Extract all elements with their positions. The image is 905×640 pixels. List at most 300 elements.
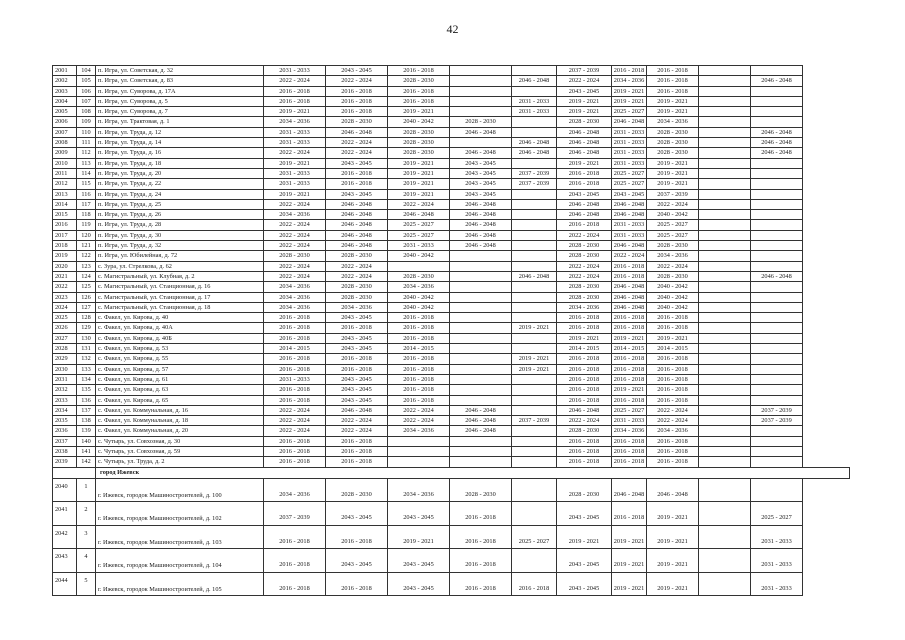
row-subnumber-cell: 120 (77, 230, 96, 240)
row-number-cell: 2035 (53, 416, 77, 426)
period-cell: 2031 - 2033 (264, 127, 326, 137)
section-spacer-cell (53, 467, 96, 478)
period-cell: 2019 - 2021 (647, 572, 699, 596)
period-cell: 2016 - 2018 (612, 313, 647, 323)
period-cell: 2028 - 2030 (326, 117, 388, 127)
period-cell: 2046 - 2048 (751, 148, 803, 158)
period-cell: 2046 - 2048 (751, 271, 803, 281)
row-subnumber-cell: 121 (77, 241, 96, 251)
table-row (53, 323, 850, 333)
period-cell (699, 302, 751, 312)
period-cell: 2019 - 2021 (388, 168, 450, 178)
period-cell: 2022 - 2024 (264, 261, 326, 271)
table-row (53, 446, 850, 456)
period-cell: 2046 - 2048 (450, 416, 512, 426)
table-row (53, 525, 850, 549)
period-cell (450, 302, 512, 312)
row-subnumber-cell: 130 (77, 333, 96, 343)
period-cell (512, 395, 557, 405)
period-cell: 2043 - 2045 (557, 502, 612, 526)
period-cell: 2016 - 2018 (264, 364, 326, 374)
table-row (53, 179, 850, 189)
table-row (53, 107, 850, 117)
row-subnumber-cell: 1 (77, 478, 96, 502)
period-cell: 2031 - 2033 (388, 241, 450, 251)
period-cell: 2034 - 2036 (647, 426, 699, 436)
address-cell: п. Игра, ул. Труда, д. 24 (96, 189, 264, 199)
period-cell (699, 395, 751, 405)
period-cell: 2028 - 2030 (388, 138, 450, 148)
period-cell: 2046 - 2048 (326, 405, 388, 415)
period-cell: 2031 - 2033 (264, 138, 326, 148)
period-cell: 2019 - 2021 (557, 158, 612, 168)
row-number-cell: 2020 (53, 261, 77, 271)
period-cell (450, 107, 512, 117)
table-row (53, 416, 850, 426)
period-cell: 2022 - 2024 (326, 76, 388, 86)
row-subnumber-cell: 113 (77, 158, 96, 168)
row-number-cell: 2007 (53, 127, 77, 137)
table-row (53, 364, 850, 374)
period-cell (751, 302, 803, 312)
period-cell: 2016 - 2018 (647, 323, 699, 333)
table-row (53, 354, 850, 364)
period-cell (751, 158, 803, 168)
period-cell (512, 66, 557, 76)
page-number: 42 (446, 22, 459, 36)
period-cell: 2019 - 2021 (612, 549, 647, 573)
row-number-cell: 2002 (53, 76, 77, 86)
period-cell: 2016 - 2018 (264, 436, 326, 446)
row-subnumber-cell: 117 (77, 199, 96, 209)
period-cell (450, 66, 512, 76)
period-cell: 2037 - 2039 (647, 189, 699, 199)
period-cell: 2043 - 2045 (388, 502, 450, 526)
period-cell: 2037 - 2039 (557, 66, 612, 76)
period-cell: 2031 - 2033 (612, 158, 647, 168)
period-cell: 2022 - 2024 (557, 230, 612, 240)
period-cell (751, 436, 803, 446)
period-cell: 2022 - 2024 (326, 148, 388, 158)
period-cell: 2016 - 2018 (557, 436, 612, 446)
row-number-cell: 2034 (53, 405, 77, 415)
period-cell (751, 179, 803, 189)
period-cell: 2016 - 2018 (612, 374, 647, 384)
period-cell: 2016 - 2018 (264, 323, 326, 333)
period-cell: 2019 - 2021 (557, 525, 612, 549)
period-cell (512, 292, 557, 302)
period-cell: 2046 - 2048 (612, 282, 647, 292)
period-cell: 2046 - 2048 (326, 127, 388, 137)
row-subnumber-cell: 108 (77, 107, 96, 117)
address-cell: с. Магистральный, ул. Станционная, д. 16 (96, 282, 264, 292)
period-cell: 2028 - 2030 (557, 282, 612, 292)
table-row (53, 117, 850, 127)
period-cell (512, 374, 557, 384)
period-cell: 2046 - 2048 (450, 148, 512, 158)
period-cell: 2025 - 2027 (647, 230, 699, 240)
period-cell: 2046 - 2048 (450, 220, 512, 230)
period-cell: 2016 - 2018 (612, 395, 647, 405)
period-cell (699, 107, 751, 117)
period-cell: 2016 - 2018 (647, 76, 699, 86)
row-subnumber-cell: 129 (77, 323, 96, 333)
period-cell: 2028 - 2030 (557, 117, 612, 127)
row-number-cell: 2001 (53, 66, 77, 76)
period-cell (751, 96, 803, 106)
table-row (53, 313, 850, 323)
period-cell: 2019 - 2021 (612, 96, 647, 106)
period-cell: 2019 - 2021 (512, 354, 557, 364)
period-cell: 2046 - 2048 (326, 230, 388, 240)
period-cell: 2016 - 2018 (326, 323, 388, 333)
period-cell: 2019 - 2021 (388, 179, 450, 189)
table-row (53, 138, 850, 148)
period-cell: 2043 - 2045 (326, 549, 388, 573)
period-cell: 2016 - 2018 (264, 354, 326, 364)
table-row (53, 199, 850, 209)
period-cell (450, 385, 512, 395)
row-subnumber-cell: 114 (77, 168, 96, 178)
row-number-cell: 2039 (53, 457, 77, 467)
period-cell: 2046 - 2048 (612, 117, 647, 127)
period-cell (699, 457, 751, 467)
period-cell (388, 261, 450, 271)
row-subnumber-cell: 112 (77, 148, 96, 158)
period-cell: 2046 - 2048 (557, 138, 612, 148)
period-cell (450, 457, 512, 467)
period-cell (751, 333, 803, 343)
period-cell (450, 313, 512, 323)
period-cell: 2046 - 2048 (450, 127, 512, 137)
row-number-cell: 2004 (53, 96, 77, 106)
period-cell: 2034 - 2036 (612, 76, 647, 86)
period-cell: 2031 - 2033 (264, 168, 326, 178)
period-cell: 2037 - 2039 (751, 405, 803, 415)
period-cell (450, 323, 512, 333)
period-cell: 2025 - 2027 (751, 502, 803, 526)
period-cell: 2022 - 2024 (326, 261, 388, 271)
period-cell: 2031 - 2033 (512, 96, 557, 106)
row-number-cell: 2012 (53, 179, 77, 189)
period-cell: 2040 - 2042 (388, 117, 450, 127)
period-cell: 2016 - 2018 (647, 354, 699, 364)
period-cell: 2016 - 2018 (647, 395, 699, 405)
period-cell (512, 436, 557, 446)
period-cell (512, 502, 557, 526)
period-cell: 2046 - 2048 (612, 478, 647, 502)
period-cell (699, 333, 751, 343)
period-cell: 2025 - 2027 (612, 405, 647, 415)
period-cell: 2016 - 2018 (326, 96, 388, 106)
address-cell: п. Игра, ул. Суворова, д. 7 (96, 107, 264, 117)
table-row (53, 86, 850, 96)
period-cell: 2046 - 2048 (388, 210, 450, 220)
period-cell: 2046 - 2048 (512, 148, 557, 158)
row-number-cell: 2042 (53, 525, 77, 549)
table-row (53, 241, 850, 251)
period-cell (699, 66, 751, 76)
row-number-cell: 2018 (53, 241, 77, 251)
row-subnumber-cell: 140 (77, 436, 96, 446)
period-cell: 2016 - 2018 (264, 385, 326, 395)
period-cell: 2022 - 2024 (388, 405, 450, 415)
period-cell: 2022 - 2024 (264, 148, 326, 158)
table-row (53, 436, 850, 446)
period-cell (699, 251, 751, 261)
address-cell: с. Факел, ул. Коммунальная, д. 18 (96, 416, 264, 426)
period-cell (751, 199, 803, 209)
period-cell: 2043 - 2045 (450, 179, 512, 189)
row-subnumber-cell: 123 (77, 261, 96, 271)
row-subnumber-cell: 105 (77, 76, 96, 86)
period-cell (512, 158, 557, 168)
row-number-cell: 2009 (53, 148, 77, 158)
row-subnumber-cell: 116 (77, 189, 96, 199)
period-cell: 2016 - 2018 (647, 436, 699, 446)
period-cell: 2046 - 2048 (450, 210, 512, 220)
period-cell: 2043 - 2045 (326, 333, 388, 343)
row-number-cell: 2019 (53, 251, 77, 261)
period-cell: 2043 - 2045 (326, 502, 388, 526)
row-subnumber-cell: 104 (77, 66, 96, 76)
table-row (53, 302, 850, 312)
row-subnumber-cell: 111 (77, 138, 96, 148)
row-subnumber-cell: 4 (77, 549, 96, 573)
period-cell (512, 478, 557, 502)
period-cell: 2016 - 2018 (388, 323, 450, 333)
period-cell (699, 148, 751, 158)
row-subnumber-cell: 125 (77, 282, 96, 292)
period-cell (699, 426, 751, 436)
row-number-cell: 2005 (53, 107, 77, 117)
period-cell: 2016 - 2018 (326, 168, 388, 178)
table-row (53, 271, 850, 281)
period-cell (450, 374, 512, 384)
period-cell: 2016 - 2018 (326, 107, 388, 117)
row-number-cell: 2026 (53, 323, 77, 333)
period-cell: 2028 - 2030 (388, 271, 450, 281)
period-cell: 2022 - 2024 (264, 241, 326, 251)
period-cell: 2019 - 2021 (612, 572, 647, 596)
period-cell (699, 549, 751, 573)
period-cell: 2034 - 2036 (264, 282, 326, 292)
period-cell (450, 436, 512, 446)
period-cell: 2016 - 2018 (264, 525, 326, 549)
address-cell: г. Ижевск, городок Машиностроителей, д. 105 (96, 572, 264, 596)
period-cell: 2034 - 2036 (612, 426, 647, 436)
row-number-cell: 2010 (53, 158, 77, 168)
period-cell (699, 117, 751, 127)
table-row (53, 158, 850, 168)
period-cell: 2016 - 2018 (326, 86, 388, 96)
address-cell: с. Факел, ул. Коммунальная, д. 20 (96, 426, 264, 436)
period-cell: 2016 - 2018 (647, 86, 699, 96)
period-cell (388, 457, 450, 467)
period-cell: 2019 - 2021 (557, 333, 612, 343)
row-subnumber-cell: 2 (77, 502, 96, 526)
period-cell (751, 189, 803, 199)
period-cell (512, 405, 557, 415)
period-cell (512, 199, 557, 209)
period-cell (512, 189, 557, 199)
period-cell: 2031 - 2033 (264, 374, 326, 384)
period-cell: 2014 - 2015 (264, 344, 326, 354)
period-cell (699, 189, 751, 199)
period-cell: 2043 - 2045 (326, 374, 388, 384)
period-cell: 2028 - 2030 (264, 251, 326, 261)
period-cell (699, 96, 751, 106)
period-cell: 2016 - 2018 (388, 86, 450, 96)
address-cell: п. Игра, ул. Труда, д. 22 (96, 179, 264, 189)
address-cell: п. Игра, ул. Труда, д. 32 (96, 241, 264, 251)
period-cell: 2037 - 2039 (751, 416, 803, 426)
address-cell: п. Игра, ул. Труда, д. 12 (96, 127, 264, 137)
row-number-cell: 2023 (53, 292, 77, 302)
period-cell: 2016 - 2018 (388, 354, 450, 364)
row-number-cell: 2029 (53, 354, 77, 364)
period-cell: 2031 - 2033 (751, 525, 803, 549)
address-cell: п. Игра, ул. Суворова, д. 5 (96, 96, 264, 106)
period-cell: 2016 - 2018 (557, 313, 612, 323)
period-cell (512, 261, 557, 271)
period-cell: 2046 - 2048 (450, 241, 512, 251)
row-subnumber-cell: 135 (77, 385, 96, 395)
period-cell: 2040 - 2042 (388, 292, 450, 302)
period-cell: 2025 - 2027 (388, 230, 450, 240)
address-cell: с. Факел, ул. Кирова, д. 40Б (96, 333, 264, 343)
period-cell (751, 385, 803, 395)
address-cell: п. Игра, ул. Суворова, д. 17А (96, 86, 264, 96)
row-number-cell: 2032 (53, 385, 77, 395)
period-cell: 2046 - 2048 (751, 127, 803, 137)
period-cell: 2043 - 2045 (326, 395, 388, 405)
period-cell: 2022 - 2024 (647, 416, 699, 426)
period-cell: 2019 - 2021 (612, 86, 647, 96)
period-cell: 2028 - 2030 (647, 148, 699, 158)
period-cell: 2046 - 2048 (326, 199, 388, 209)
period-cell: 2046 - 2048 (557, 405, 612, 415)
period-cell: 2016 - 2018 (326, 572, 388, 596)
row-subnumber-cell: 142 (77, 457, 96, 467)
period-cell (699, 230, 751, 240)
period-cell: 2016 - 2018 (557, 168, 612, 178)
period-cell (512, 457, 557, 467)
period-cell (512, 333, 557, 343)
period-cell: 2046 - 2048 (612, 302, 647, 312)
address-cell: п. Игра, ул. Труда, д. 16 (96, 148, 264, 158)
period-cell: 2025 - 2027 (388, 220, 450, 230)
period-cell: 2028 - 2030 (326, 282, 388, 292)
period-cell: 2046 - 2048 (612, 241, 647, 251)
row-subnumber-cell: 119 (77, 220, 96, 230)
period-cell (751, 426, 803, 436)
period-cell: 2022 - 2024 (557, 261, 612, 271)
period-cell: 2022 - 2024 (647, 405, 699, 415)
period-cell: 2016 - 2018 (647, 457, 699, 467)
address-cell: г. Ижевск, городок Машиностроителей, д. 102 (96, 502, 264, 526)
period-cell: 2034 - 2036 (264, 292, 326, 302)
address-cell: с. Чутырь, ул. Совхозная, д. 59 (96, 446, 264, 456)
period-cell: 2016 - 2018 (388, 385, 450, 395)
period-cell (512, 86, 557, 96)
period-cell: 2016 - 2018 (647, 374, 699, 384)
period-cell: 2028 - 2030 (326, 478, 388, 502)
row-number-cell: 2025 (53, 313, 77, 323)
period-cell: 2016 - 2018 (557, 385, 612, 395)
period-cell (450, 364, 512, 374)
period-cell: 2016 - 2018 (388, 66, 450, 76)
period-cell: 2031 - 2033 (612, 220, 647, 230)
address-cell: с. Факел, ул. Кирова, д. 65 (96, 395, 264, 405)
row-number-cell: 2015 (53, 210, 77, 220)
period-cell: 2043 - 2045 (612, 189, 647, 199)
period-cell: 2016 - 2018 (557, 179, 612, 189)
table-row (53, 333, 850, 343)
period-cell (751, 364, 803, 374)
period-cell (450, 261, 512, 271)
period-cell: 2016 - 2018 (388, 395, 450, 405)
row-subnumber-cell: 139 (77, 426, 96, 436)
table-row (53, 210, 850, 220)
table-row (53, 282, 850, 292)
period-cell: 2046 - 2048 (557, 148, 612, 158)
period-cell (512, 210, 557, 220)
period-cell: 2016 - 2018 (512, 572, 557, 596)
period-cell: 2022 - 2024 (264, 76, 326, 86)
period-cell: 2034 - 2036 (388, 282, 450, 292)
period-cell (751, 66, 803, 76)
period-cell: 2016 - 2018 (557, 323, 612, 333)
period-cell: 2016 - 2018 (264, 572, 326, 596)
period-cell: 2016 - 2018 (326, 525, 388, 549)
period-cell: 2016 - 2018 (612, 446, 647, 456)
period-cell (450, 395, 512, 405)
period-cell: 2016 - 2018 (388, 374, 450, 384)
period-cell (699, 271, 751, 281)
period-cell: 2016 - 2018 (326, 446, 388, 456)
row-number-cell: 2038 (53, 446, 77, 456)
period-cell: 2016 - 2018 (388, 364, 450, 374)
period-cell: 2031 - 2033 (512, 107, 557, 117)
period-cell (699, 572, 751, 596)
row-subnumber-cell: 136 (77, 395, 96, 405)
period-cell: 2028 - 2030 (647, 127, 699, 137)
period-cell: 2016 - 2018 (450, 572, 512, 596)
period-cell (450, 282, 512, 292)
address-cell: п. Игра, ул. Труда, д. 30 (96, 230, 264, 240)
period-cell: 2016 - 2018 (612, 502, 647, 526)
period-cell: 2043 - 2045 (557, 189, 612, 199)
address-cell: г. Ижевск, городок Машиностроителей, д. 103 (96, 525, 264, 549)
period-cell (751, 292, 803, 302)
address-cell: п. Игра, ул. Труда, д. 28 (96, 220, 264, 230)
period-cell: 2034 - 2036 (264, 117, 326, 127)
row-number-cell: 2014 (53, 199, 77, 209)
table-body (53, 66, 850, 596)
period-cell: 2016 - 2018 (647, 364, 699, 374)
period-cell: 2016 - 2018 (612, 323, 647, 333)
period-cell: 2043 - 2045 (450, 168, 512, 178)
period-cell: 2028 - 2030 (647, 271, 699, 281)
row-subnumber-cell: 133 (77, 364, 96, 374)
address-cell: с. Чутырь, ул. Совхозная, д. 30 (96, 436, 264, 446)
period-cell (751, 261, 803, 271)
period-cell: 2016 - 2018 (612, 66, 647, 76)
period-cell (512, 241, 557, 251)
period-cell (512, 220, 557, 230)
period-cell: 2022 - 2024 (557, 416, 612, 426)
